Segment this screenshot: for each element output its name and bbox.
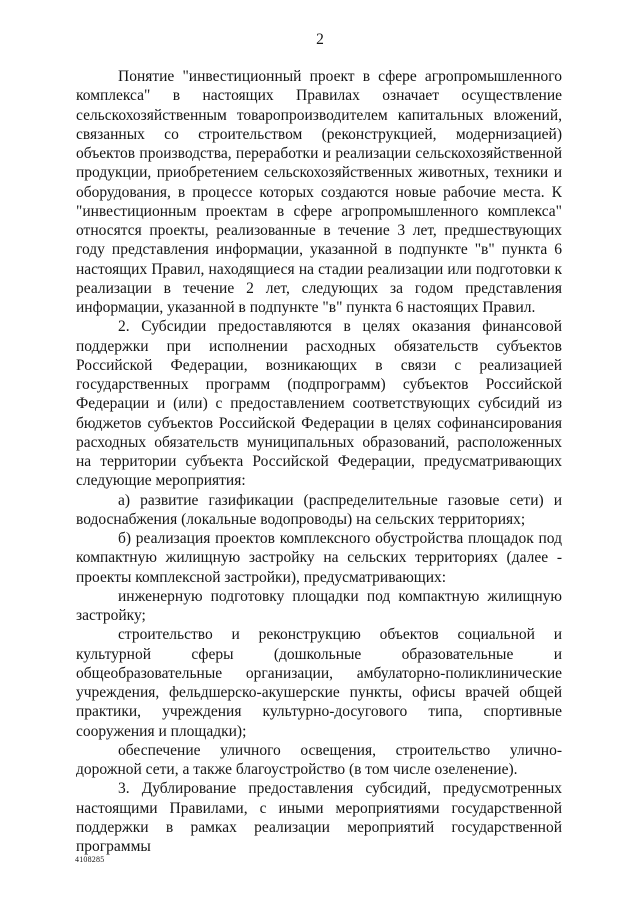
page-number: 2 [316,31,324,48]
sub-item-site-preparation: инженерную подготовку площадки под компактную жилищную застройку; [76,587,562,624]
sub-item-social-facilities: строительство и реконструкцию объектов социальной и культурной сферы (дошкольные образовательные и общеобразовательные организации, амбулаторно-поликлинические учреждения, фельдшерско-акушерские пункты, офисы врачей общей практики, учреждения культурно-досугового типа, спортивные сооружения и площадки); [76,626,562,740]
paragraph-duplication: 3. Дублирование предоставления субсидий, предусмотренных настоящими Правилами, с иными мероприятиями государственной поддержки в рамках реализации мероприятий государственной программы [76,780,562,855]
paragraph-subsidy-purpose: 2. Субсидии предоставляются в целях оказания финансовой поддержки при исполнении расходных обязательств субъектов Российской Федерации, возникающих в связи с реализацией государственных программ (подпрограмм) субъектов Российской Федерации и (или) с предоставлением соответствующих субсидий из бюджетов субъектов Российской Федерации в целях софинансирования расходных обязательств муниципальных образований, расположенных на территории субъекта Российской Федерации, предусматривающих следующие мероприятия: [76,318,562,490]
document-code: 4108285 [75,855,105,864]
paragraph-investment-project-definition: Понятие "инвестиционный проект в сфере агропромышленного комплекса" в настоящих Правилах означает осуществление сельскохозяйственным товаропроизводителем капитальных вложений, связанных со строительством (реконструкцией, модернизацией) объектов производства, переработки и реализации сельскохозяйственной продукции, приобретением сельскохозяйственных животных, техники и оборудования, в процессе которых создаются новые рабочие места. К "инвестиционным проектам в сфере агропромышленного комплекса" относятся проекты, реализованные в течение 3 лет, предшествующих году представления информации, указанной в подпункте "в" пункта 6 настоящих Правил, находящиеся на стадии реализации или подготовки к реализации в течение 2 лет, следующих за годом представления информации, указанной в подпункте "в" пункта 6 настоящих Правил. [76,68,562,316]
document-body [76,67,562,856]
sub-item-street-lighting: обеспечение уличного освещения, строительство улично-дорожной сети, а также благоустройство (в том числе озеленение). [76,741,562,778]
list-item-a-gasification: а) развитие газификации (распределительные газовые сети) и водоснабжения (локальные водопроводы) на сельских территориях; [76,491,562,528]
list-item-b-complex-development: б) реализация проектов комплексного обустройства площадок под компактную жилищную застройку на сельских территориях (далее - проекты комплексной застройки), предусматривающих: [76,530,562,586]
